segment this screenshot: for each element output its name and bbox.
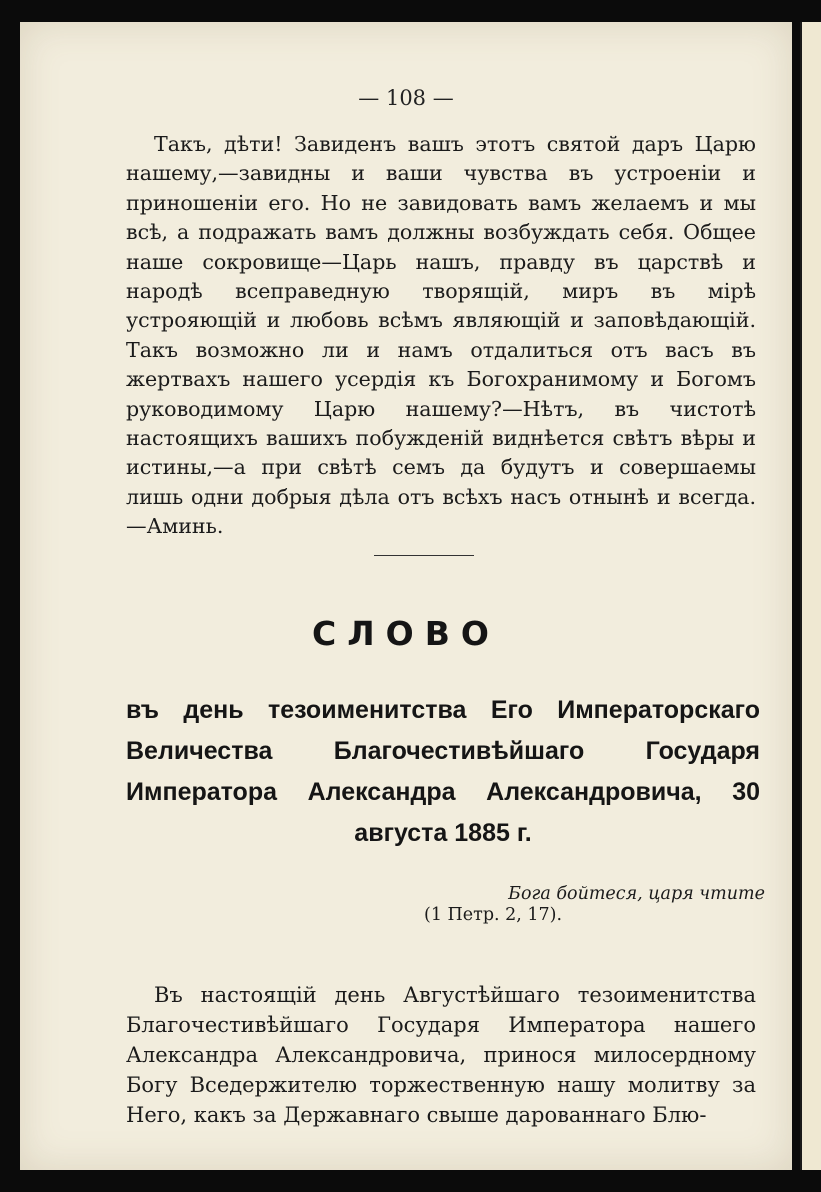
next-page-edge [800,22,821,1170]
epigraph-quote: Бога бойтеся, царя чтите [508,884,765,904]
book-page [20,22,792,1170]
epigraph [420,884,765,926]
section-divider [374,555,474,556]
page-number: — 108 — [358,86,454,110]
epigraph-reference: (1 Петр. 2, 17). [424,905,563,925]
closing-paragraph: Такъ, дѣти! Завиденъ вашъ этотъ святой даръ Царю нашему,—завидны и ваши чувства въ устроеніи и приношеніи его. Но не завидовать вамъ желаемъ и мы всѣ, а подражать вамъ должны возбуждать себя. Общее наше сокровище—Царь нашъ, правду въ царствѣ и народѣ всеправедную творящій, миръ въ мірѣ устрояющій и любовь всѣмъ являющій и заповѣдающій. Такъ возможно ли и намъ отдалиться отъ васъ въ жертвахъ нашего усердія къ Богохранимому и Богомъ руководимому Царю нашему?—Нѣтъ, въ чистотѣ настоящихъ вашихъ побужденій виднѣется свѣтъ вѣры и истины,—а при свѣтѣ семъ да будутъ и совершаемы лишь одни добрыя дѣла отъ всѣхъ насъ отнынѣ и всегда.—Аминь. [126,132,756,539]
opening-paragraph: Въ настоящій день Августѣйшаго тезоименитства Благочестивѣйшаго Государя Императора нашего Александра Александровича, принося милосердному Богу Вседержителю торжественную нашу молитву за Него, какъ за Державнаго свыше дарованнаго Блю- [126,983,756,1127]
sermon-subtitle: въ день тезоименитства Его Императорскаго Величества Благочестивѣйшаго Государя Императора Александра Александровича, 30 августа 1885 г. [126,696,760,847]
sermon-title: СЛОВО [312,614,500,653]
